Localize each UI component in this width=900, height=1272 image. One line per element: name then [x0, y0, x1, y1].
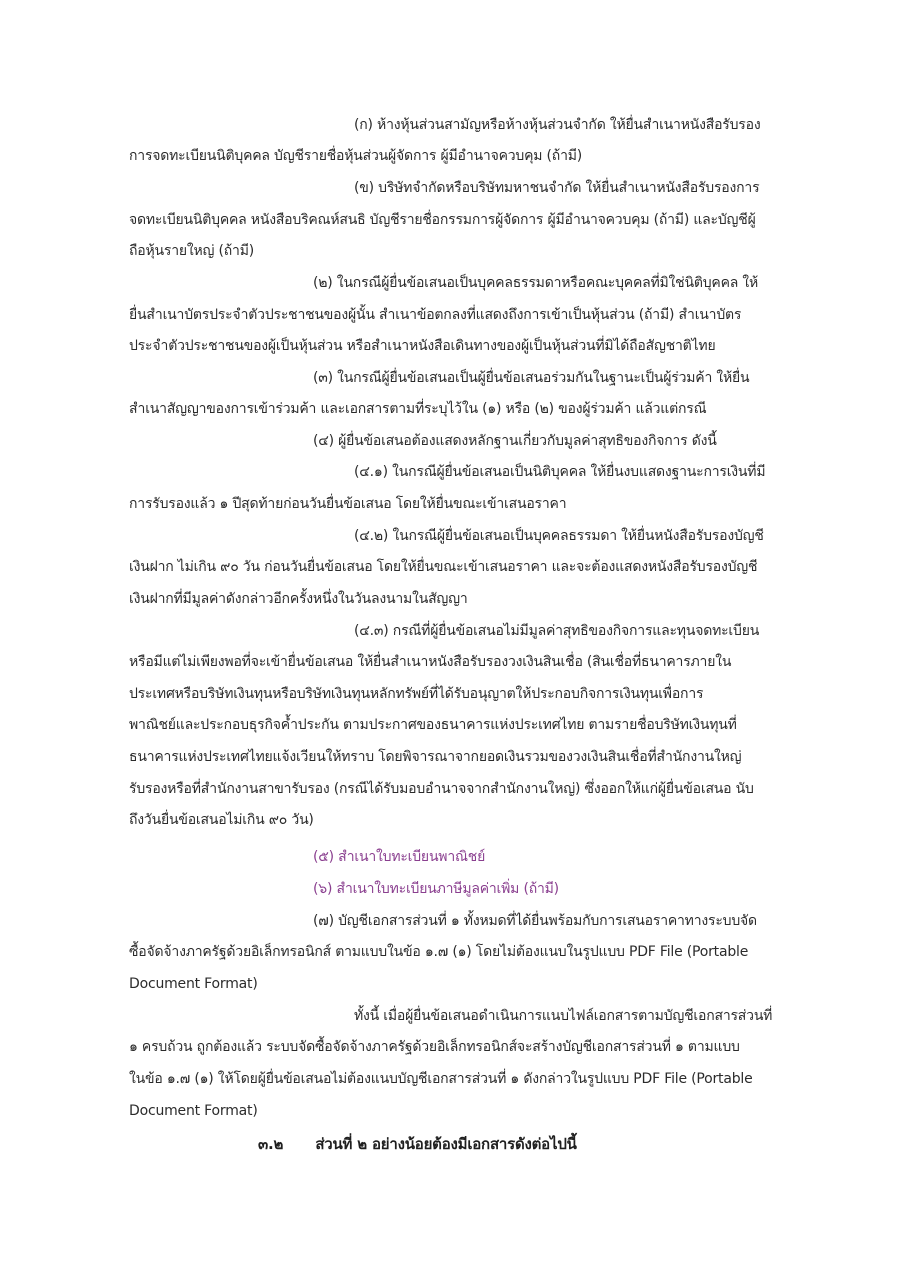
note-line-4: Document Format) [129, 1103, 258, 1119]
section-number: ๓.๒ [258, 1135, 284, 1153]
item-4-3-line-4: พาณิชย์และประกอบธุรกิจค้ำประกัน ตามประกาศของธนาคารแห่งประเทศไทย ตามรายชื่อบริษัทเงินทุนที่ [129, 717, 737, 733]
item-4-3-line-3: ประเทศหรือบริษัทเงินทุนหรือบริษัทเงินทุนหลักทรัพย์ที่ได้รับอนุญาตให้ประกอบกิจการเงินทุนเพื่อการ [129, 686, 704, 702]
note-line-3: ในข้อ ๑.๗ (๑) ให้โดยผู้ยื่นข้อเสนอไม่ต้องแนบบัญชีเอกสารส่วนที่ ๑ ดังกล่าวในรูปแบบ PDF File (Portable [129, 1071, 753, 1087]
item-4-2-line-1: (๔.๒) ในกรณีผู้ยื่นข้อเสนอเป็นบุคคลธรรมดา ให้ยื่นหนังสือรับรองบัญชี [354, 528, 764, 544]
item-7-line-3: Document Format) [129, 976, 258, 992]
item-2-line-3: ประจำตัวประชาชนของผู้เป็นหุ้นส่วน หรือสำเนาหนังสือเดินทางของผู้เป็นหุ้นส่วนที่มิได้ถือสัญชาติไทย [129, 338, 716, 354]
item-4-2-line-2: เงินฝาก ไม่เกิน ๙๐ วัน ก่อนวันยื่นข้อเสนอ โดยให้ยื่นขณะเข้าเสนอราคา และจะต้องแสดงหนังสือรับรองบัญชี [129, 559, 758, 575]
item-6: (๖) สำเนาใบทะเบียนภาษีมูลค่าเพิ่ม (ถ้ามี) [313, 881, 559, 897]
item-b-line-3: ถือหุ้นรายใหญ่ (ถ้ามี) [129, 243, 255, 259]
item-2-line-2: ยื่นสำเนาบัตรประจำตัวประชาชนของผู้นั้น สำเนาข้อตกลงที่แสดงถึงการเข้าเป็นหุ้นส่วน (ถ้ามี) สำเนาบัตร [129, 307, 742, 323]
item-b-line-2: จดทะเบียนนิติบุคคล หนังสือบริคณห์สนธิ บัญชีรายชื่อกรรมการผู้จัดการ ผู้มีอำนาจควบคุม (ถ้ามี) และบัญชีผู้ [129, 212, 756, 228]
item-3-line-1: (๓) ในกรณีผู้ยื่นข้อเสนอเป็นผู้ยื่นข้อเสนอร่วมกันในฐานะเป็นผู้ร่วมค้า ให้ยื่น [313, 370, 750, 386]
item-4-3-line-6: รับรองหรือที่สำนักงานสาขารับรอง (กรณีได้รับมอบอำนาจจากสำนักงานใหญ่) ซึ่งออกให้แก่ผู้ยื่นข้อเสนอ นับ [129, 781, 754, 797]
note-line-1: ทั้งนี้ เมื่อผู้ยื่นข้อเสนอดำเนินการแนบไฟล์เอกสารตามบัญชีเอกสารส่วนที่ [354, 1008, 773, 1024]
item-4-1-line-2: การรับรองแล้ว ๑ ปีสุดท้ายก่อนวันยื่นข้อเสนอ โดยให้ยื่นขณะเข้าเสนอราคา [129, 496, 567, 512]
item-5: (๕) สำเนาใบทะเบียนพาณิชย์ [313, 849, 486, 865]
item-4-3-line-5: ธนาคารแห่งประเทศไทยแจ้งเวียนให้ทราบ โดยพิจารณาจากยอดเงินรวมของวงเงินสินเชื่อที่สำนักงานใหญ่ [129, 749, 742, 765]
item-4-2-line-3: เงินฝากที่มีมูลค่าดังกล่าวอีกครั้งหนึ่งในวันลงนามในสัญญา [129, 591, 468, 607]
item-4-3-line-7: ถึงวันยื่นข้อเสนอไม่เกิน ๙๐ วัน) [129, 812, 314, 828]
item-b-line-1: (ข) บริษัทจำกัดหรือบริษัทมหาชนจำกัด ให้ยื่นสำเนาหนังสือรับรองการ [354, 180, 760, 196]
item-a-line-1: (ก) ห้างหุ้นส่วนสามัญหรือห้างหุ้นส่วนจำกัด ให้ยื่นสำเนาหนังสือรับรอง [354, 117, 761, 133]
item-4-3-line-2: หรือมีแต่ไม่เพียงพอที่จะเข้ายื่นข้อเสนอ ให้ยื่นสำเนาหนังสือรับรองวงเงินสินเชื่อ (สินเชื่อที่ธนาคารภายใน [129, 654, 732, 670]
item-3-line-2: สำเนาสัญญาของการเข้าร่วมค้า และเอกสารตามที่ระบุไว้ใน (๑) หรือ (๒) ของผู้ร่วมค้า แล้วแต่กรณี [129, 401, 707, 417]
item-2-line-1: (๒) ในกรณีผู้ยื่นข้อเสนอเป็นบุคคลธรรมดาหรือคณะบุคคลที่มิใช่นิติบุคคล ให้ [313, 275, 759, 291]
note-line-2: ๑ ครบถ้วน ถูกต้องแล้ว ระบบจัดซื้อจัดจ้างภาครัฐด้วยอิเล็กทรอนิกส์จะสร้างบัญชีเอกสารส่วนที่ ๑ ตามแบบ [129, 1039, 740, 1055]
item-7-line-2: ซื้อจัดจ้างภาครัฐด้วยอิเล็กทรอนิกส์ ตามแบบในข้อ ๑.๗ (๑) โดยไม่ต้องแนบในรูปแบบ PDF File (Portable [129, 944, 749, 960]
section-3-2-heading [258, 1134, 577, 1154]
item-7-line-1: (๗) บัญชีเอกสารส่วนที่ ๑ ทั้งหมดที่ได้ยื่นพร้อมกับการเสนอราคาทางระบบจัด [313, 913, 757, 929]
section-title: ส่วนที่ ๒ อย่างน้อยต้องมีเอกสารดังต่อไปนี้ [315, 1135, 577, 1153]
item-4-3-line-1: (๔.๓) กรณีที่ผู้ยื่นข้อเสนอไม่มีมูลค่าสุทธิของกิจการและทุนจดทะเบียน [354, 623, 760, 639]
item-a-line-2: การจดทะเบียนนิติบุคคล บัญชีรายชื่อหุ้นส่วนผู้จัดการ ผู้มีอำนาจควบคุม (ถ้ามี) [129, 148, 583, 164]
item-4-1-line-1: (๔.๑) ในกรณีผู้ยื่นข้อเสนอเป็นนิติบุคคล ให้ยื่นงบแสดงฐานะการเงินที่มี [354, 464, 766, 480]
item-4-line-1: (๔) ผู้ยื่นข้อเสนอต้องแสดงหลักฐานเกี่ยวกับมูลค่าสุทธิของกิจการ ดังนี้ [313, 433, 717, 449]
